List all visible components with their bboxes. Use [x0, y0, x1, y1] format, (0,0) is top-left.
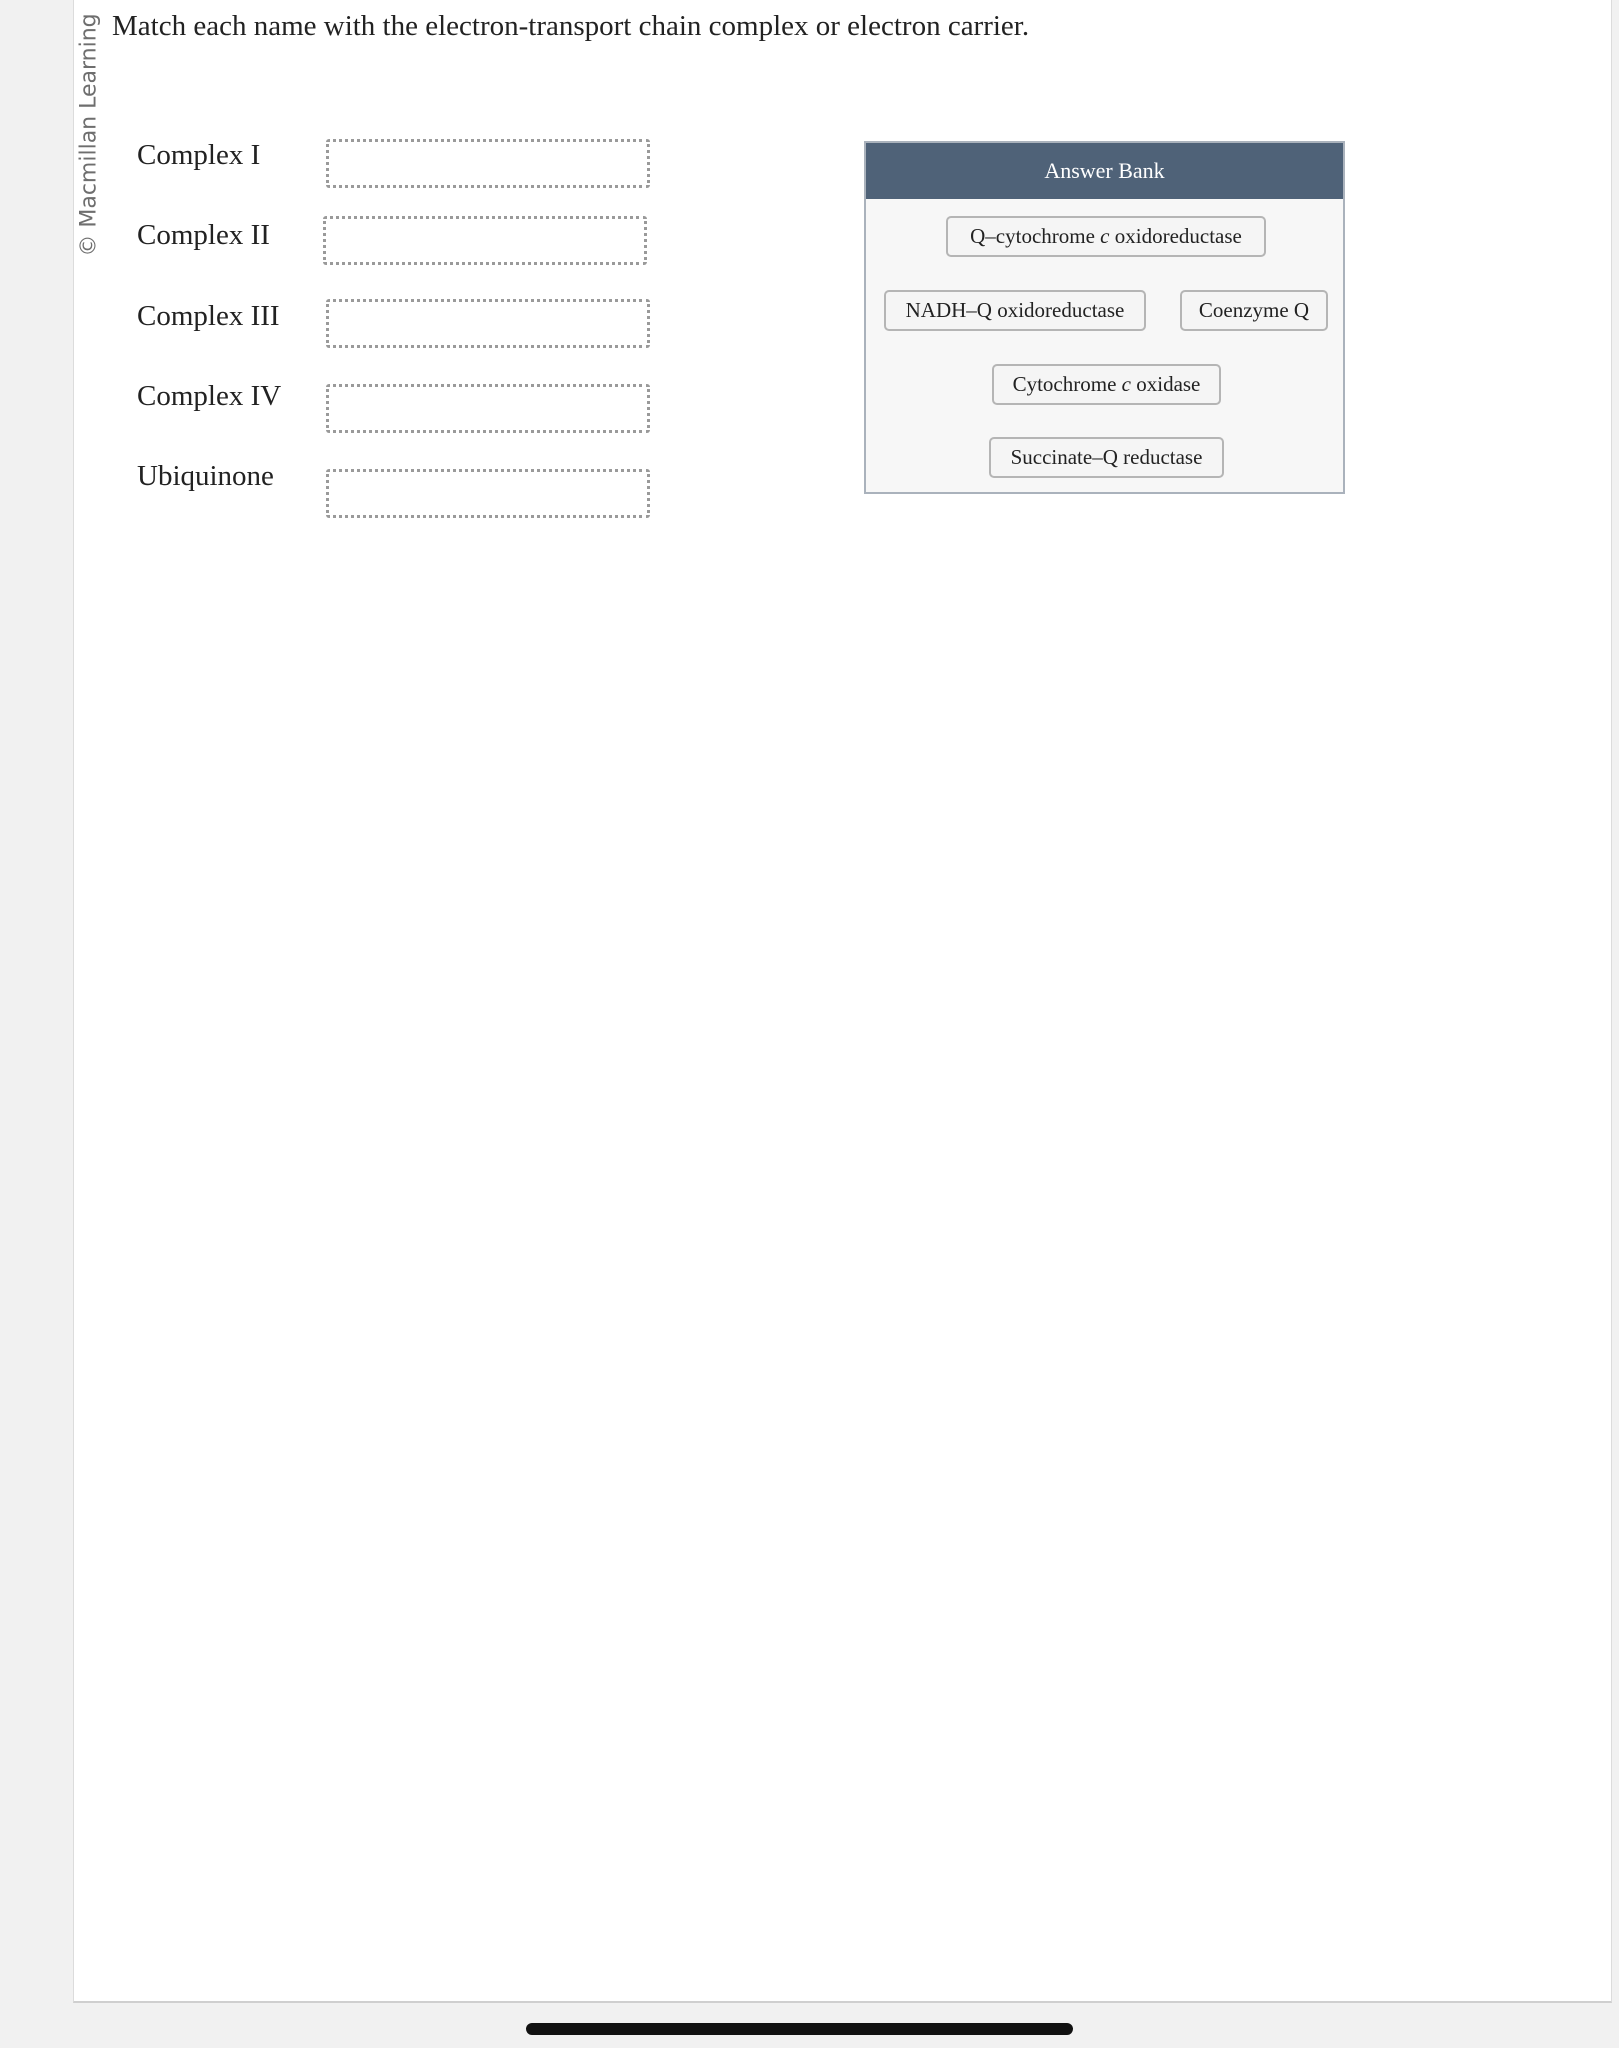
- drop-target-complex-ii[interactable]: [323, 216, 647, 265]
- row-label-ubiquinone: Ubiquinone: [137, 460, 274, 492]
- row-label-complex-iv: Complex IV: [137, 380, 282, 412]
- answer-chip-cytochrome-c-oxidase[interactable]: [992, 364, 1221, 405]
- row-label-complex-i: Complex I: [137, 139, 261, 171]
- answer-chip-nadh-q-oxidoreductase[interactable]: [884, 290, 1146, 331]
- drop-target-complex-iv[interactable]: [326, 384, 650, 433]
- answer-bank: [864, 141, 1345, 494]
- answer-bank-title: Answer Bank: [866, 143, 1343, 199]
- chip-text: NADH–Q oxidoreductase: [905, 298, 1125, 322]
- drop-target-ubiquinone[interactable]: [326, 469, 650, 518]
- chip-text: Succinate–Q reductase: [1010, 445, 1203, 469]
- answer-chip-succinate-q-reductase[interactable]: [989, 437, 1224, 478]
- chip-text: Coenzyme Q: [1198, 298, 1310, 322]
- drop-target-complex-i[interactable]: [326, 139, 650, 188]
- answer-chip-q-cytochrome-c-oxidoreductase[interactable]: [946, 216, 1266, 257]
- row-label-complex-iii: Complex III: [137, 300, 280, 332]
- chip-text: oxidase: [1130, 372, 1201, 396]
- chip-text-italic: c: [1100, 224, 1110, 248]
- answer-chip-coenzyme-q[interactable]: [1180, 290, 1328, 331]
- drop-target-complex-iii[interactable]: [326, 299, 650, 348]
- row-label-complex-ii: Complex II: [137, 219, 270, 251]
- chip-text: oxidoreductase: [1109, 224, 1242, 248]
- home-indicator: [526, 2023, 1073, 2035]
- chip-text: Cytochrome: [1012, 372, 1122, 396]
- chip-text-italic: c: [1121, 372, 1131, 396]
- question-prompt: Match each name with the electron-transport chain complex or electron carrier.: [112, 10, 1030, 42]
- chip-text: Q–cytochrome: [970, 224, 1101, 248]
- question-panel: [73, 0, 1612, 2003]
- copyright-label: © Macmillan Learning: [76, 13, 102, 257]
